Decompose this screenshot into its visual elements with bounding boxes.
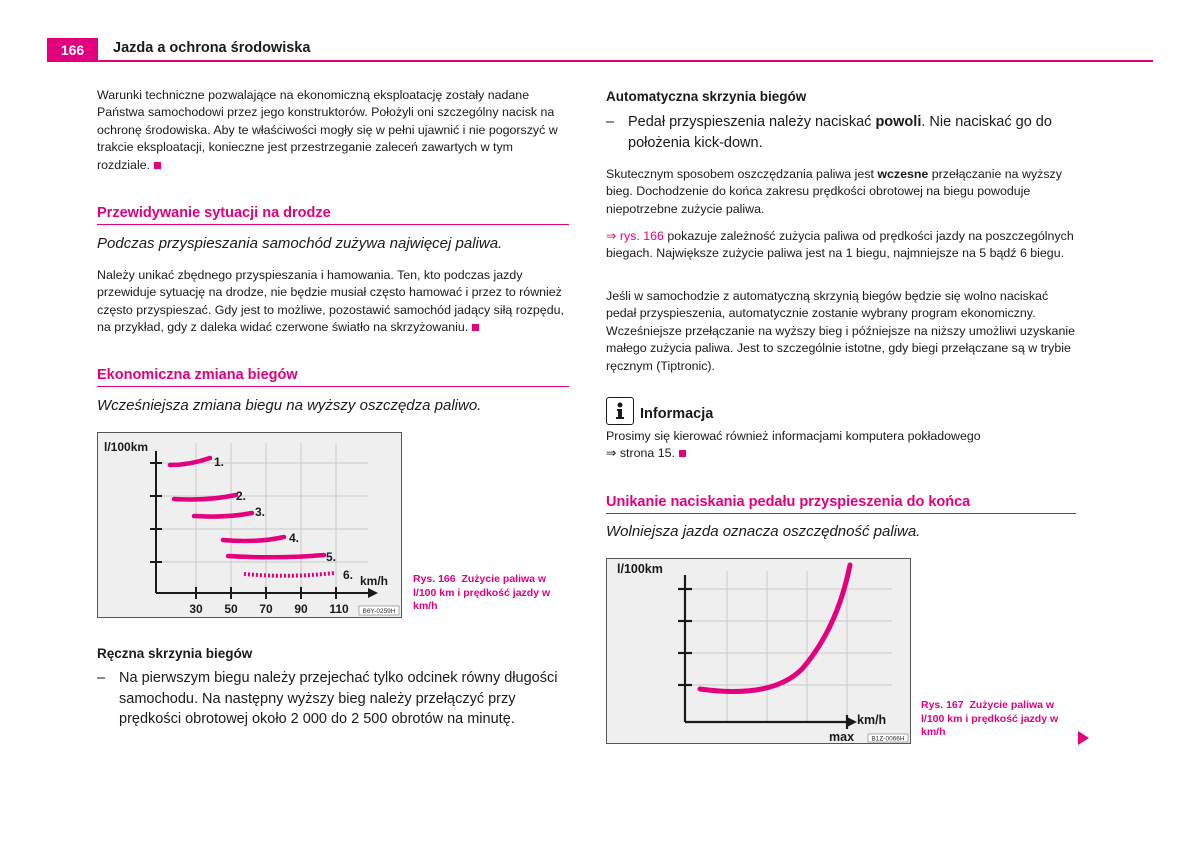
x-tick-label: 30	[189, 602, 203, 616]
figure-166-svg	[98, 433, 401, 617]
info-icon	[606, 397, 634, 425]
section-title-pedal: Unikanie naciskania pedału przyspieszenia do końca	[606, 494, 1076, 514]
x-tick-label: 70	[259, 602, 273, 616]
automatic-gearbox-item: – Pedał przyspieszenia należy naciskać powoli. Nie naciskać go do położenia kick-down.	[606, 114, 1052, 151]
next-page-arrow-icon[interactable]	[1078, 731, 1089, 745]
consumption-curve	[700, 565, 850, 692]
running-title: Jazda a ochrona środowiska	[113, 40, 311, 56]
manual-gearbox-item: – Na pierwszym biegu należy przejechać tylko odcinek równy długości samochodu. Na następny wyższy bieg należy przełączyć przy prędkości obrotowej około 2 000 do 2 500 obrotów na minutę.	[97, 670, 558, 727]
x-axis-label: km/h	[857, 713, 887, 727]
section-lead-gear-change: Wcześniejsza zmiana biegu na wyższy oszczędza paliwo.	[97, 397, 482, 414]
gear-5-curve	[228, 555, 324, 557]
gear-6-curve	[244, 573, 334, 576]
figure-reference-paragraph: ⇒ rys. 166 pokazuje zależność zużycia paliwa od prędkości jazdy na poszczególnych biegach. Największe zużycie paliwa jest na 1 biegu, najmniejsze na 5 bądź 6 biegu.	[606, 229, 1074, 261]
figure-167-chart	[606, 558, 911, 744]
anticipation-body: Należy unikać zbędnego przyspieszania i hamowania. Ten, kto podczas jazdy przewiduje sytuację na drodze, nie będzie musiał często hamować i przez to również często przyspieszać. Gdy jest to możliwe, pozostawić samochód jadący siłą rozpędu, na przykład, gdy z daleka widać czerwone światło na skrzyżowaniu.	[97, 268, 564, 335]
section-title-anticipation: Przewidywanie sytuacji na drodze	[97, 205, 569, 225]
figure-166-link[interactable]: ⇒ rys. 166	[606, 229, 664, 243]
section-lead-anticipation: Podczas przyspieszania samochód zużywa najwięcej paliwa.	[97, 235, 503, 252]
gear-3-curve	[194, 513, 252, 517]
section-lead-pedal: Wolniejsza jazda oznacza oszczędność paliwa.	[606, 523, 921, 540]
gear-1-curve	[170, 458, 210, 465]
gear-label: 2.	[236, 489, 247, 503]
x-axis-label: km/h	[360, 574, 389, 588]
intro-paragraph: Warunki techniczne pozwalające na ekonomiczną eksploatację zostały nadane Państwa samochodowi przez jego konstruktorów. Położyli oni szczególny nacisk na ochronę środowiska. Aby te właściwości mogły się w pełni ujawnić i nie pogorszyć w trakcie eksploatacji, konieczne jest przestrzeganie zaleceń zawartych w tym rozdziale.	[97, 88, 558, 172]
tiptronic-paragraph: Jeśli w samochodzie z automatyczną skrzynią biegów będzie się wolno naciskać pedał przyspieszenia, automatycznie zostanie wybrany program ekonomiczny. Wcześniejsze przełączanie na wyższy bieg i późniejsze na niższy umożliwi uzyskanie małego zużycia paliwa. Jest to szczególnie istotne, gdy biegi przełączane są w trybie ręcznym (Tiptronic).	[606, 289, 1075, 373]
figure-code: B6Y-0259H	[362, 608, 396, 615]
figure-167-caption: Rys. 167 Zużycie paliwa w l/100 km i prędkość jazdy w km/h	[921, 699, 1059, 738]
gear-label: 4.	[289, 531, 300, 545]
y-axis-label: l/100km	[617, 562, 663, 576]
gear-4-curve	[223, 537, 284, 541]
gear-label: 3.	[255, 505, 266, 519]
gear-label: 6.	[343, 568, 354, 582]
manual-gearbox-title: Ręczna skrzynia biegów	[97, 646, 253, 661]
end-of-section-mark	[472, 324, 479, 331]
page-15-link[interactable]: ⇒ strona 15.	[606, 446, 675, 461]
figure-166-caption: Rys. 166 Zużycie paliwa w l/100 km i prędkość jazdy w km/h	[413, 573, 551, 612]
header-rule	[47, 60, 1153, 62]
section-title-gear-change: Ekonomiczna zmiana biegów	[97, 367, 569, 387]
x-axis-max-label: max	[829, 730, 855, 743]
y-axis-label: l/100km	[104, 440, 149, 454]
gear-label: 5.	[326, 550, 337, 564]
info-title: Informacja	[640, 406, 714, 422]
end-of-section-mark	[154, 162, 161, 169]
x-tick-label: 90	[294, 602, 308, 616]
info-text: Prosimy się kierować również informacjami komputera pokładowego ⇒ strona 15.	[606, 429, 981, 461]
figure-167-svg	[607, 559, 910, 743]
x-axis-arrow	[368, 588, 378, 598]
x-axis-arrow	[847, 717, 857, 727]
figure-166-chart	[97, 432, 402, 618]
x-tick-label: 110	[329, 602, 349, 616]
page-number: 166	[47, 38, 98, 62]
automatic-gearbox-title: Automatyczna skrzynia biegów	[606, 89, 807, 104]
figure-code: B1Z-0066H	[871, 735, 905, 743]
x-tick-label: 50	[224, 602, 238, 616]
left-column	[97, 87, 569, 174]
early-shift-paragraph: Skutecznym sposobem oszczędzania paliwa jest wczesne przełączanie na wyższy bieg. Dochodzenie do końca zakresu prędkości obrotowej na biegu powoduje niepotrzebne zużycie paliwa.	[606, 167, 1062, 216]
end-of-section-mark	[679, 450, 686, 457]
gear-label: 1.	[214, 455, 225, 469]
